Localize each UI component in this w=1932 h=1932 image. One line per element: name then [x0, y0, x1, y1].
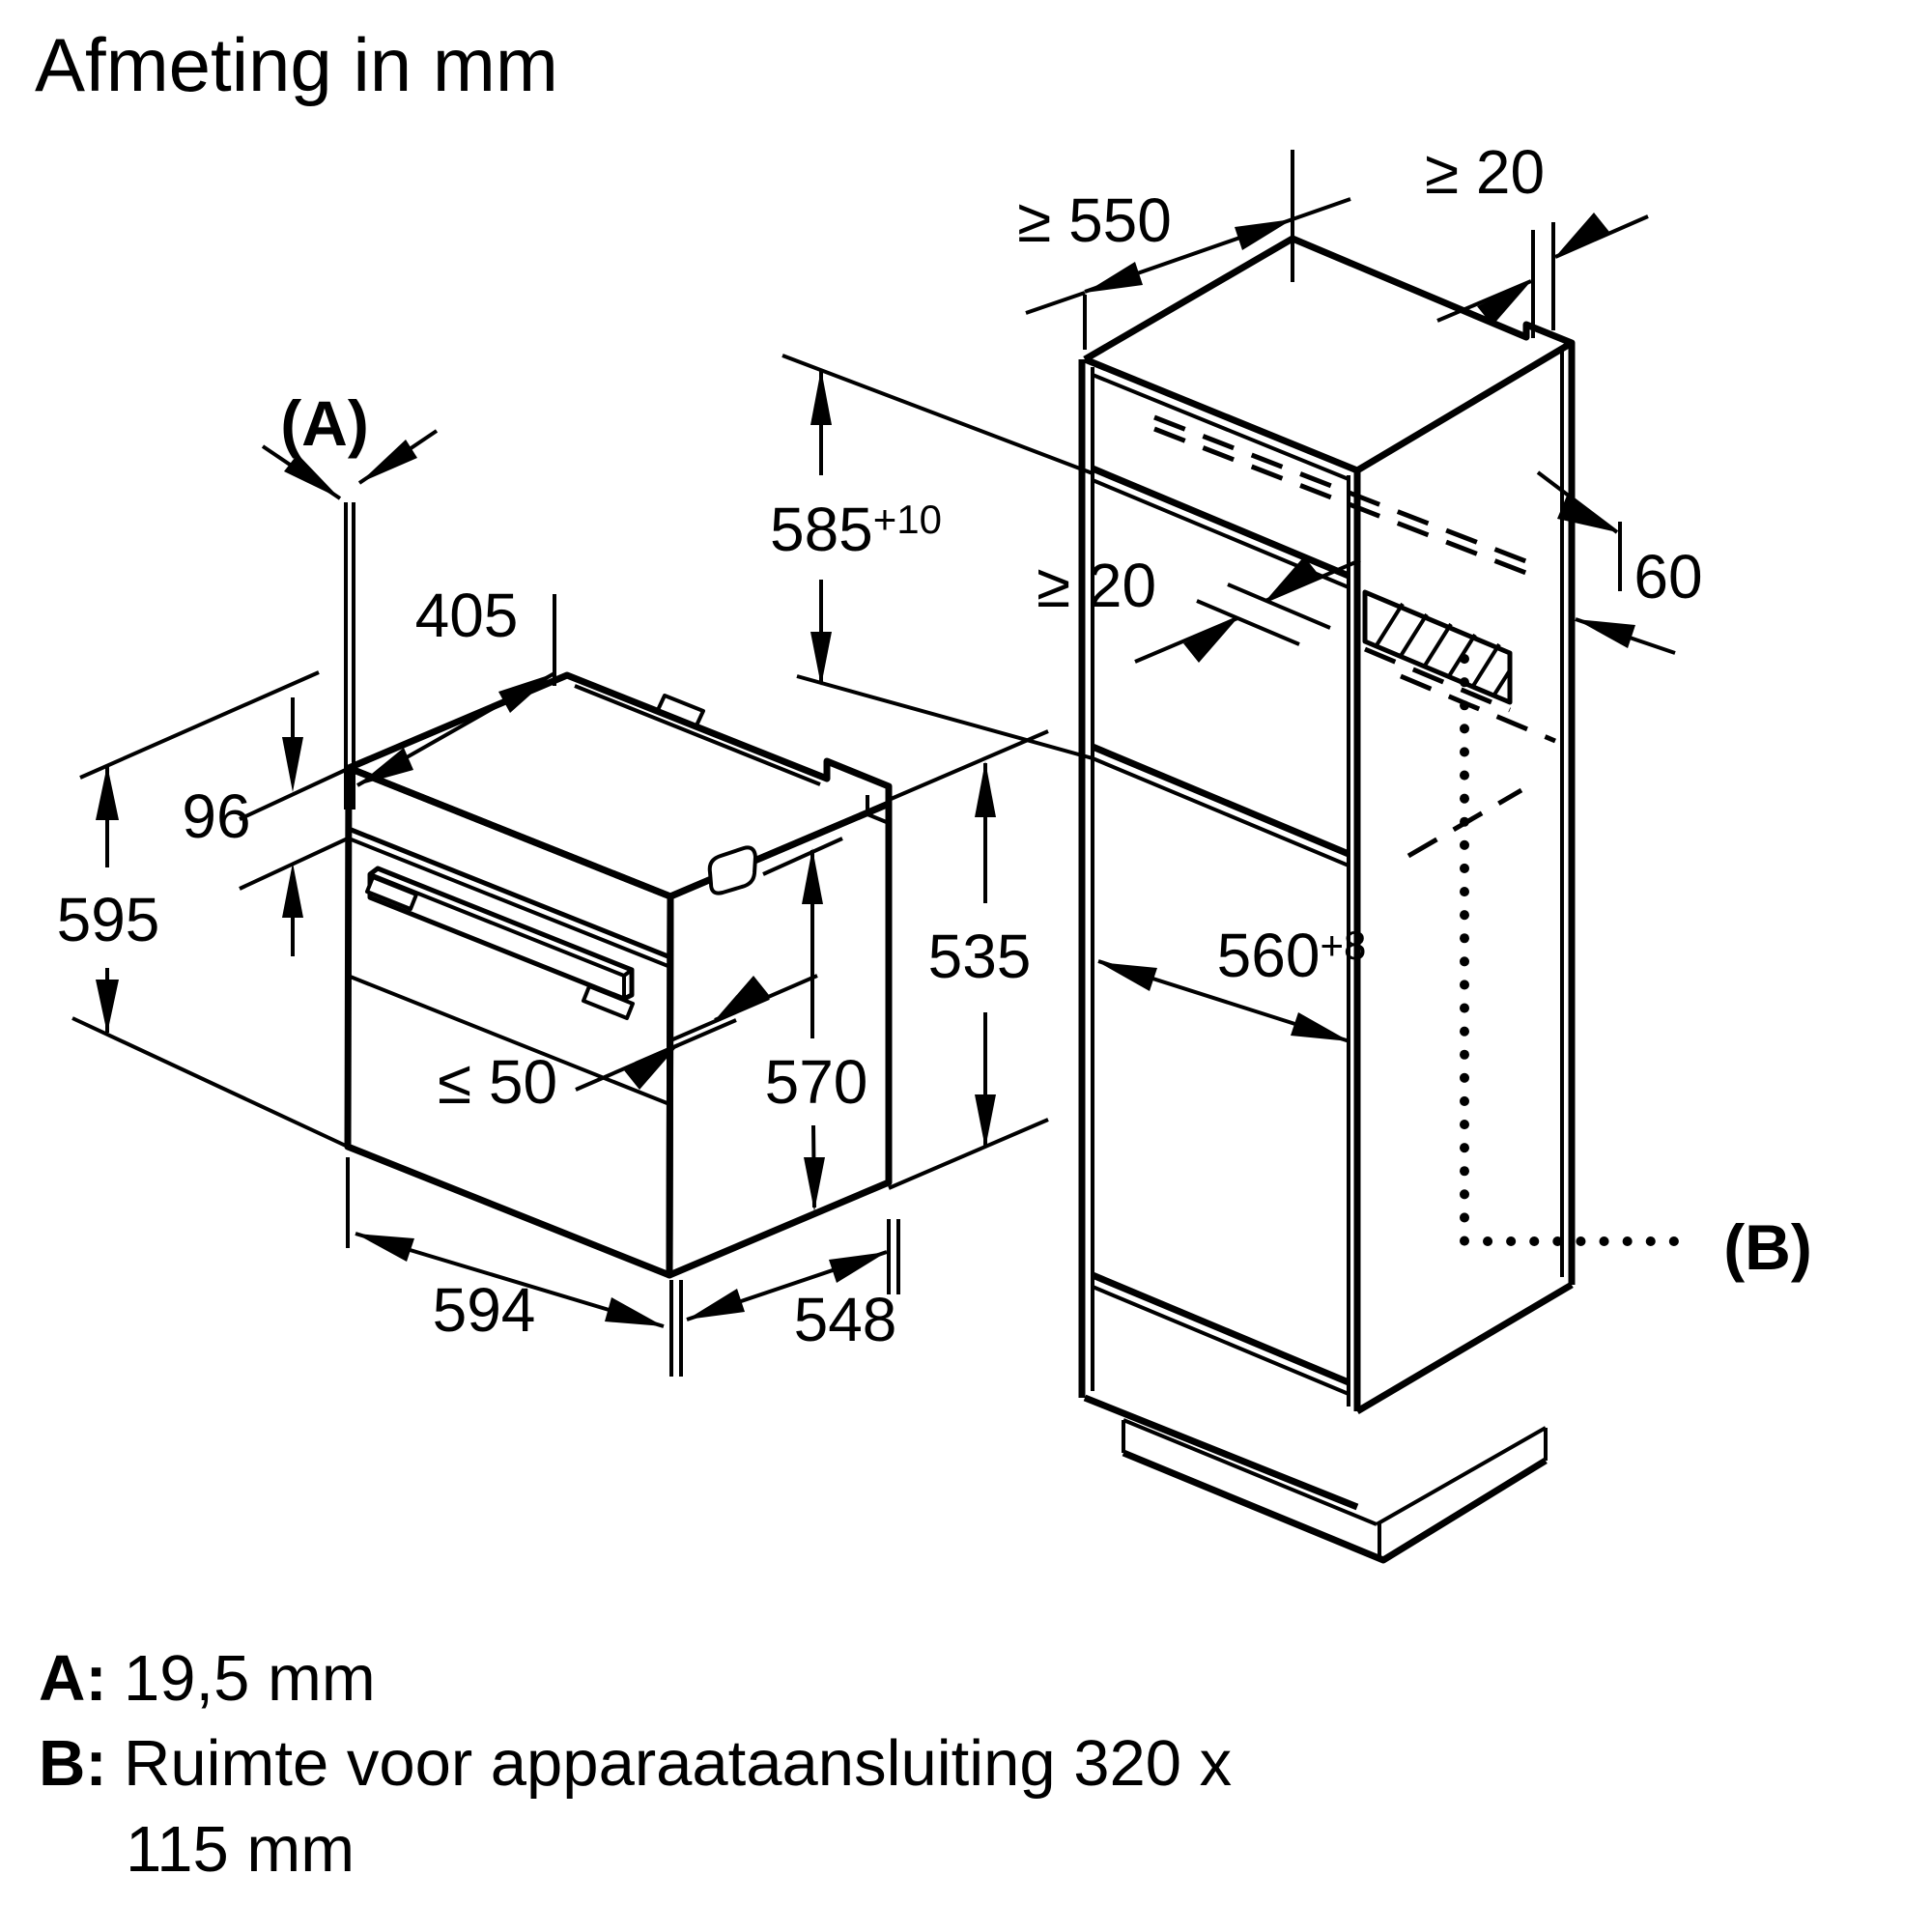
cabinet-drawing	[1082, 239, 1685, 1560]
dim-535-arrow-up	[975, 761, 996, 817]
dim-535-extension-top	[889, 731, 1048, 800]
dim-label-550: ≥ 550	[1017, 185, 1172, 255]
cabinet-vent-shelf-edge	[1093, 747, 1349, 854]
dim-595-extension-bottom	[72, 1018, 348, 1147]
cabinet-floor-edge2	[1093, 1287, 1349, 1394]
dim-label-570: 570	[764, 1047, 868, 1117]
dim-20mid-arrow-lower	[1183, 618, 1237, 663]
dim-label-548: 548	[793, 1285, 897, 1354]
dim-96-extensions	[240, 768, 350, 889]
oven-front-face	[348, 768, 670, 1275]
dim-585-extension-bottom	[797, 676, 1093, 758]
dim-20mid-tail-lower	[1135, 618, 1237, 662]
legend-value-b: Ruimte voor apparaataansluiting 320 x	[124, 1727, 1233, 1801]
cabinet-dimensions	[782, 150, 1675, 1041]
oven-side-face	[669, 804, 889, 1275]
dim-594-arrow-right	[605, 1297, 664, 1326]
oven-side-grip-cutout	[710, 847, 755, 893]
dim-label-535: 535	[927, 922, 1032, 991]
dim-label-B-marker: (B)	[1723, 1211, 1812, 1283]
dim-20mid-tail-upper	[1265, 560, 1360, 601]
dim-label-60: 60	[1634, 542, 1703, 611]
dim-550-tail-left	[1026, 293, 1085, 313]
dim-548-arrow-right	[829, 1252, 887, 1283]
dim-550-tail-right	[1293, 199, 1350, 219]
dim-560-arrow-left	[1098, 962, 1157, 991]
dim-405-arrow-high	[498, 673, 554, 713]
oven-top-inner-edge	[575, 686, 820, 784]
dim-548-extension-right	[889, 1219, 898, 1294]
dim-594-548-ticks	[671, 1280, 681, 1377]
dim-96-arrow-top	[282, 737, 303, 792]
diagram-title: Afmeting in mm	[35, 22, 558, 107]
dim-label-20-mid: ≥ 20	[1036, 551, 1157, 620]
dim-label-585: $585^{+10}$	[769, 495, 943, 564]
dim-595-arrow-down	[96, 980, 119, 1034]
dim-550-arrow-left	[1085, 262, 1143, 293]
dim-label-595: 595	[56, 885, 160, 954]
dim-50-arrow-upper	[715, 976, 769, 1020]
dim-50-tail-upper	[715, 976, 817, 1020]
dim-585-arrow-up	[810, 369, 832, 425]
legend-value-b2: 115 mm	[126, 1812, 355, 1886]
dim-560-arrow-right	[1291, 1012, 1350, 1041]
dim-50-leader	[576, 1045, 678, 1090]
hidden-edge-upper-2	[1154, 429, 1536, 577]
legend-key-a: A:	[39, 1642, 107, 1715]
dim-label-405: 405	[414, 581, 519, 650]
cabinet-right-wall-bottom-edge	[1357, 1285, 1572, 1411]
cabinet-right-wall-top-edge	[1357, 343, 1572, 470]
legend-value-a: 19,5 mm	[124, 1642, 376, 1715]
dim-A-leader-right	[359, 431, 437, 483]
legend-row-b	[39, 1721, 1232, 1806]
dim-label-20-top: ≥ 20	[1424, 137, 1546, 207]
dim-595-extension-top	[80, 672, 319, 778]
dim-label-560: $560^{+8}$	[1216, 921, 1367, 990]
dim-label-96: 96	[182, 781, 251, 851]
dim-570-arrow-down	[804, 1157, 825, 1211]
dim-585-arrow-down	[810, 632, 832, 686]
dim-A-extension-lines	[346, 502, 354, 810]
dim-595-arrow-up	[96, 765, 119, 820]
hidden-edge-upper-1	[1154, 417, 1536, 565]
cabinet-top-and-back-edge	[1085, 239, 1572, 1285]
dim-548-arrow-left	[687, 1289, 745, 1320]
dim-535-arrow-down	[975, 1094, 996, 1149]
dim-594-arrow-left	[355, 1234, 414, 1262]
dim-535-extension-bottom	[889, 1120, 1048, 1188]
legend	[39, 1636, 1232, 1892]
oven-drawing	[348, 675, 889, 1275]
cabinet-top-inner-edge	[1093, 375, 1349, 479]
dim-label-594: 594	[432, 1275, 536, 1345]
cabinet-floor-edge	[1093, 1275, 1349, 1382]
dim-label-A-marker: (A)	[280, 387, 369, 459]
dim-label-50: ≤ 50	[437, 1047, 558, 1117]
legend-row-a	[39, 1636, 1232, 1721]
cabinet-vent-shelf-edge2	[1093, 758, 1349, 866]
legend-row-b2	[39, 1807, 1232, 1892]
legend-key-b: B:	[39, 1727, 107, 1801]
dim-20top-extensions	[1533, 222, 1553, 338]
dim-96-arrow-bottom	[282, 863, 303, 918]
